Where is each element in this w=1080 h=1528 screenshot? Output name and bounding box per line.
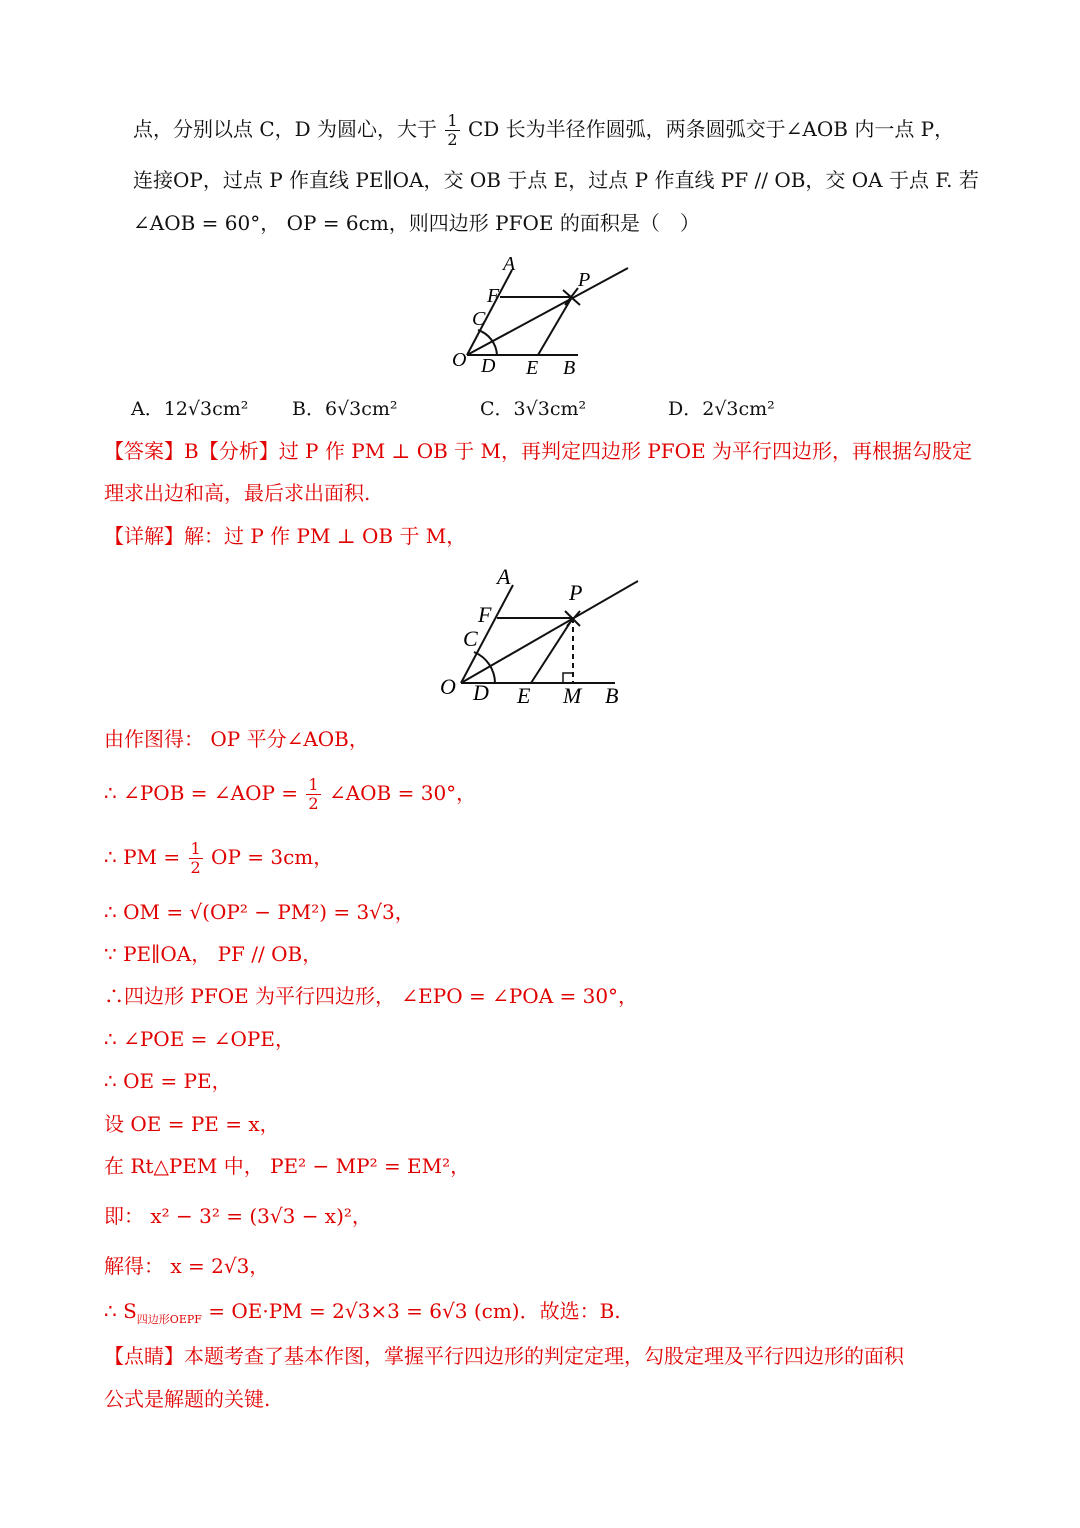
area-subscript: 四边形OEPF	[136, 1313, 202, 1326]
label-o: O	[440, 674, 456, 699]
step-text: OP = 3cm，	[211, 845, 334, 869]
fraction-half	[189, 840, 203, 877]
label-b: B	[605, 683, 619, 708]
fraction-half	[306, 776, 320, 813]
problem-line-2: 连接OP，过点 P 作直线 PE∥OA，交 OB 于点 E，过点 P 作直线 PF // OB，交 OA 于点 F. 若	[133, 168, 979, 192]
fraction-denominator: 2	[308, 794, 319, 813]
answer-line-2: 理求出边和高，最后求出面积.	[104, 481, 371, 505]
fraction-denominator: 2	[190, 858, 201, 877]
arc-cd	[474, 652, 495, 683]
answer-letter: B	[184, 439, 199, 463]
label-e: E	[526, 357, 539, 379]
problem-text: 点，分别以点	[133, 117, 253, 141]
option-value: 6√3cm²	[324, 398, 398, 420]
step-5: ∵ PE∥OA， PF // OB，	[104, 942, 323, 966]
analysis-text: 过 P 作 PM ⊥ OB 于 M，再判定四边形 PFOE 为平行四边形，再根据勾股定	[278, 439, 973, 463]
answer-tag: 【答案】	[104, 439, 184, 463]
step-1: 由作图得： OP 平分∠AOB，	[104, 727, 369, 751]
fraction-denominator: 2	[447, 130, 458, 149]
label-e: E	[517, 683, 531, 708]
label-p: P	[578, 269, 591, 291]
problem-line-3: ∠AOB = 60°， OP = 6cm，则四边形 PFOE 的面积是（ ）	[133, 211, 700, 235]
fraction-numerator: 1	[308, 775, 319, 794]
geometry-figure-2	[0, 0, 1080, 740]
comment-tag: 【点睛】	[104, 1344, 184, 1368]
detail-text: 解：过 P 作 PM ⊥ OB 于 M，	[184, 524, 467, 548]
fraction-numerator: 1	[447, 111, 458, 130]
label-c: C	[472, 308, 486, 330]
label-c: C	[463, 626, 478, 651]
label-f: F	[478, 602, 492, 627]
option-letter: C．	[480, 398, 514, 420]
step-8: ∴ OE = PE，	[104, 1069, 232, 1093]
step-text: ∴ S	[104, 1299, 137, 1323]
option-value: 3√3cm²	[513, 398, 587, 420]
step-13	[104, 1297, 621, 1334]
label-f: F	[487, 285, 500, 307]
step-6: ∴四边形 PFOE 为平行四边形， ∠EPO = ∠POA = 30°，	[104, 984, 639, 1008]
option-value: 12√3cm²	[163, 398, 249, 420]
step-10: 在 Rt△PEM 中， PE² − MP² = EM²，	[104, 1154, 471, 1178]
step-text: ∴ PM =	[104, 845, 181, 869]
step-2	[104, 776, 476, 813]
label-m: M	[563, 683, 582, 708]
label-b: B	[563, 357, 576, 379]
comment-line-2: 公式是解题的关键.	[104, 1387, 271, 1411]
step-text: ∴ ∠POB = ∠AOP =	[104, 781, 299, 805]
problem-text: CD 长为半径作圆弧，两条圆弧交于∠AOB 内一点 P，	[467, 117, 955, 141]
label-o: O	[452, 349, 467, 371]
right-angle-mark	[563, 673, 573, 683]
step-text: ∠AOB = 30°，	[328, 781, 477, 805]
step-12: 解得： x = 2√3，	[104, 1254, 270, 1278]
option-letter: B．	[292, 398, 325, 420]
step-7: ∴ ∠POE = ∠OPE，	[104, 1027, 295, 1051]
step-4: ∴ OM = √(OP² − PM²) = 3√3，	[104, 900, 415, 924]
detail-tag: 【详解】	[104, 524, 184, 548]
option-value: 2√3cm²	[702, 398, 775, 420]
comment-text: 本题考查了基本作图，掌握平行四边形的判定定理，勾股定理及平行四边形的面积	[184, 1344, 904, 1368]
step-11: 即： x² − 3² = (3√3 − x)²，	[104, 1204, 372, 1228]
label-d: D	[481, 355, 496, 377]
step-9: 设 OE = PE = x，	[104, 1112, 280, 1136]
label-d: D	[473, 680, 489, 705]
step-text: = OE·PM = 2√3×3 = 6√3 (cm)．	[201, 1299, 540, 1323]
label-a: A	[497, 564, 511, 589]
final-choice: 故选：B.	[539, 1299, 621, 1323]
label-p: P	[569, 580, 583, 605]
fraction-numerator: 1	[190, 839, 201, 858]
label-a: A	[503, 253, 516, 275]
analysis-tag: 【分析】	[198, 439, 279, 463]
step-3	[104, 840, 333, 877]
problem-text: C，D 为圆心，大于	[259, 117, 438, 141]
option-letter: A．	[131, 398, 164, 420]
option-letter: D．	[668, 398, 703, 420]
comment-line-1	[104, 1342, 904, 1370]
